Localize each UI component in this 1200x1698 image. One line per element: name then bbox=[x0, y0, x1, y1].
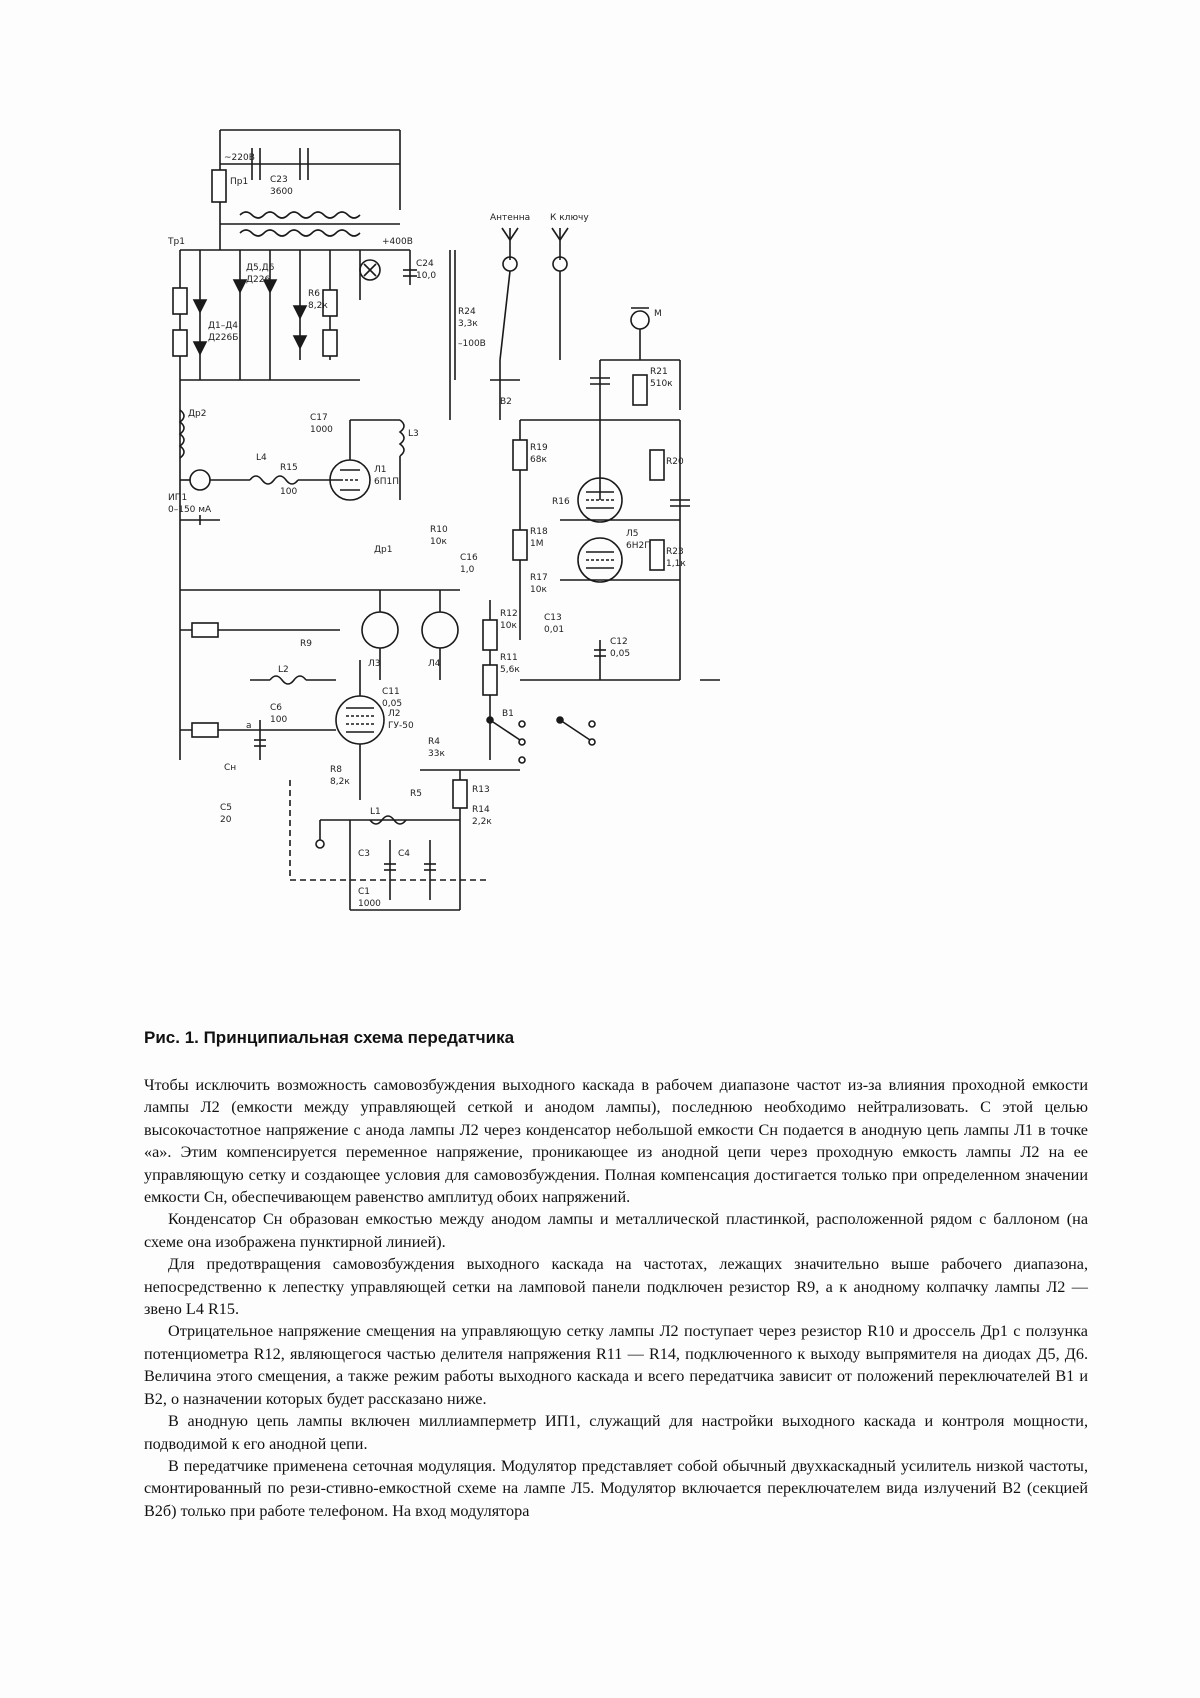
label-ip1-value: 0–150 мА bbox=[168, 505, 212, 515]
label-c4: С4 bbox=[398, 849, 411, 859]
label-net: ~220В bbox=[224, 153, 255, 163]
label-c13: С13 bbox=[544, 613, 562, 623]
label-dr1: Др1 bbox=[374, 545, 393, 555]
label-dr2: Др2 bbox=[188, 409, 207, 419]
label-r21-value: 510к bbox=[650, 379, 673, 389]
figure-caption: Рис. 1. Принципиальная схема передатчика bbox=[144, 1028, 515, 1047]
label-c5: С5 bbox=[220, 803, 233, 813]
microphone-section bbox=[590, 308, 680, 500]
label-l1-coil: L1 bbox=[370, 807, 381, 817]
label-c5-value: 20 bbox=[220, 815, 232, 825]
label-c6: С6 bbox=[270, 703, 283, 713]
label-d1d4-type: Д226Б bbox=[208, 333, 239, 343]
label-cn: Сн bbox=[224, 763, 237, 773]
label-key: К ключу bbox=[550, 213, 589, 223]
label-c11: С11 bbox=[382, 687, 400, 697]
label-l2-tube: Л2 bbox=[388, 709, 401, 719]
paragraph: Чтобы исключить возможность самовозбуждения выходного каскада в рабочем диапазоне частот из-за влияния проходной емкости лампы Л2 (емкости между управляющей сеткой и анодом лампы), последнюю необходимо нейтрализовать. С этой целью высокочастотное напряжение с анода лампы Л2 через конденсатор небольшой емкости Сн подается в анодную цепь лампы Л1 в точке «а». Этим компенсируется переменное напряжение, проникающее из анодной цепи через проходную емкость лампы Л2 на ее управляющую сетку и создающее условия для самовозбуждения. Полная компенсация достигается только при определенном значении емкости Сн, обеспечивающем равенство амплитуд обоих напряжений. bbox=[144, 1076, 1088, 1207]
label-d5d6-type: Д226 bbox=[246, 275, 271, 285]
label-c12-value: 0,05 bbox=[610, 649, 631, 659]
label-c23: С23 bbox=[270, 175, 288, 185]
tube-l1 bbox=[330, 420, 404, 500]
label-r21: R21 bbox=[650, 367, 668, 377]
label-r8: R8 bbox=[330, 765, 342, 775]
paragraph: Для предотвращения самовозбуждения выходного каскада на частотах, лежащих значительно выше рабочего диапазона, непосредственно к лепестку управляющей сетки на ламповой панели подключен резистор R9, а к анодному колпачку лампы Л2 — звено L4 R15. bbox=[144, 1255, 1088, 1319]
label-r12: R12 bbox=[500, 609, 518, 619]
label-r17: R17 bbox=[530, 573, 548, 583]
label-r14-value: 2,2к bbox=[472, 817, 492, 827]
label-c17: С17 bbox=[310, 413, 328, 423]
label-mic: М bbox=[654, 309, 662, 319]
label-voltage-hv: +400В bbox=[382, 237, 413, 247]
label-tr1: Тр1 bbox=[168, 237, 185, 247]
power-supply-section bbox=[173, 130, 455, 420]
label-r14: R14 bbox=[472, 805, 490, 815]
label-c11-value: 0,05 bbox=[382, 699, 403, 709]
label-d1d4: Д1–Д4 bbox=[208, 321, 239, 331]
label-a-point: а bbox=[246, 721, 252, 731]
label-r17-value: 10к bbox=[530, 585, 547, 595]
label-l4-tube: Л4 bbox=[428, 659, 441, 669]
label-l4-coil: L4 bbox=[256, 453, 267, 463]
label-c16-value: 1,0 bbox=[460, 565, 475, 575]
label-l2-coil: L2 bbox=[278, 665, 289, 675]
label-l5-tube: Л5 bbox=[626, 529, 639, 539]
label-l3-tube: Л3 bbox=[368, 659, 381, 669]
label-ant: Антенна bbox=[490, 213, 531, 223]
label-r6-value: 8,2к bbox=[308, 301, 328, 311]
label-c1: С1 bbox=[358, 887, 371, 897]
label-r10: R10 bbox=[430, 525, 448, 535]
label-r24-value: 3,3к bbox=[458, 319, 478, 329]
antenna-key-section bbox=[490, 228, 568, 420]
article-body bbox=[144, 1074, 1088, 1522]
label-c12: С12 bbox=[610, 637, 628, 647]
label-v2: В2 bbox=[500, 397, 512, 407]
label-r10-value: 10к bbox=[430, 537, 447, 547]
label-l3-coil: L3 bbox=[408, 429, 419, 439]
label-l2-type: ГУ-50 bbox=[388, 721, 414, 731]
label-c1-value: 1000 bbox=[358, 899, 381, 909]
label-c3: С3 bbox=[358, 849, 371, 859]
label-r18: R18 bbox=[530, 527, 548, 537]
label-r9: R9 bbox=[300, 639, 312, 649]
label-l1-tube: Л1 bbox=[374, 465, 387, 475]
label-c23-value: 3600 bbox=[270, 187, 293, 197]
label-r15: R15 bbox=[280, 463, 298, 473]
label-r4: R4 bbox=[428, 737, 440, 747]
label-voltage-neg: –100В bbox=[458, 339, 486, 349]
label-r19-value: 68к bbox=[530, 455, 547, 465]
label-r15-value: 100 bbox=[280, 487, 298, 497]
paragraph: Отрицательное напряжение смещения на управляющую сетку лампы Л2 поступает через резистор R10 и дроссель Др1 с ползунка потенциометра R12, являющегося частью делителя напряжения R11 — R14, подключенного к выходу выпрямителя на диодах Д5, Д6. Величина этого смещения, а также режим работы выходного каскада и всего передатчика зависит от положений переключателей В1 и В2, о назначении которых будет рассказано ниже. bbox=[144, 1322, 1088, 1408]
paragraph: Конденсатор Сн образован емкостью между анодом лампы и металлической пластинкой, расположенной рядом с баллоном (на схеме она изображена пунктирной линией). bbox=[144, 1210, 1088, 1251]
label-pr1: Пр1 bbox=[230, 177, 249, 187]
label-r20: R20 bbox=[666, 457, 684, 467]
label-r11-value: 5,6к bbox=[500, 665, 520, 675]
label-v1: В1 bbox=[502, 709, 514, 719]
label-r23: R23 bbox=[666, 547, 684, 557]
label-r8-value: 8,2к bbox=[330, 777, 350, 787]
paragraph: В передатчике применена сеточная модуляция. Модулятор представляет собой обычный двухкаскадный усилитель низкой частоты, смонтированный по рези-стивно-емкостной схеме на лампе Л5. Модулятор включается переключателем вида излучений В2 (секцией В2б) только при работе телефоном. На вход модулятора bbox=[144, 1456, 1088, 1520]
tube-l2 bbox=[220, 660, 384, 800]
label-r13: R13 bbox=[472, 785, 490, 795]
label-l1-type: 6П1П bbox=[374, 477, 399, 487]
label-r5: R5 bbox=[410, 789, 422, 799]
label-c13-value: 0,01 bbox=[544, 625, 565, 635]
label-r6: R6 bbox=[308, 289, 320, 299]
label-r16: R16 bbox=[552, 497, 570, 507]
paragraph: В анодную цепь лампы включен миллиамперметр ИП1, служащий для настройки выходного каскада и контроля мощности, подводимой к его анодной цепи. bbox=[144, 1412, 1088, 1453]
label-c6-value: 100 bbox=[270, 715, 288, 725]
label-c24: С24 bbox=[416, 259, 434, 269]
label-c24-value: 10,0 bbox=[416, 271, 437, 281]
label-r4-value: 33к bbox=[428, 749, 445, 759]
transmitter-schematic bbox=[160, 120, 780, 1010]
schematic-labels bbox=[167, 153, 686, 909]
label-r11: R11 bbox=[500, 653, 518, 663]
label-c17-value: 1000 bbox=[310, 425, 333, 435]
label-r18-value: 1М bbox=[530, 539, 544, 549]
label-r19: R19 bbox=[530, 443, 548, 453]
label-d5d6: Д5,Д6 bbox=[246, 263, 275, 273]
label-l5-type: 6Н2П bbox=[626, 541, 651, 551]
label-c16: С16 bbox=[460, 553, 478, 563]
label-r24: R24 bbox=[458, 307, 476, 317]
label-r12-value: 10к bbox=[500, 621, 517, 631]
label-ip1: ИП1 bbox=[168, 493, 188, 503]
label-r23-value: 1,1к bbox=[666, 559, 686, 569]
switches-section bbox=[420, 600, 720, 820]
